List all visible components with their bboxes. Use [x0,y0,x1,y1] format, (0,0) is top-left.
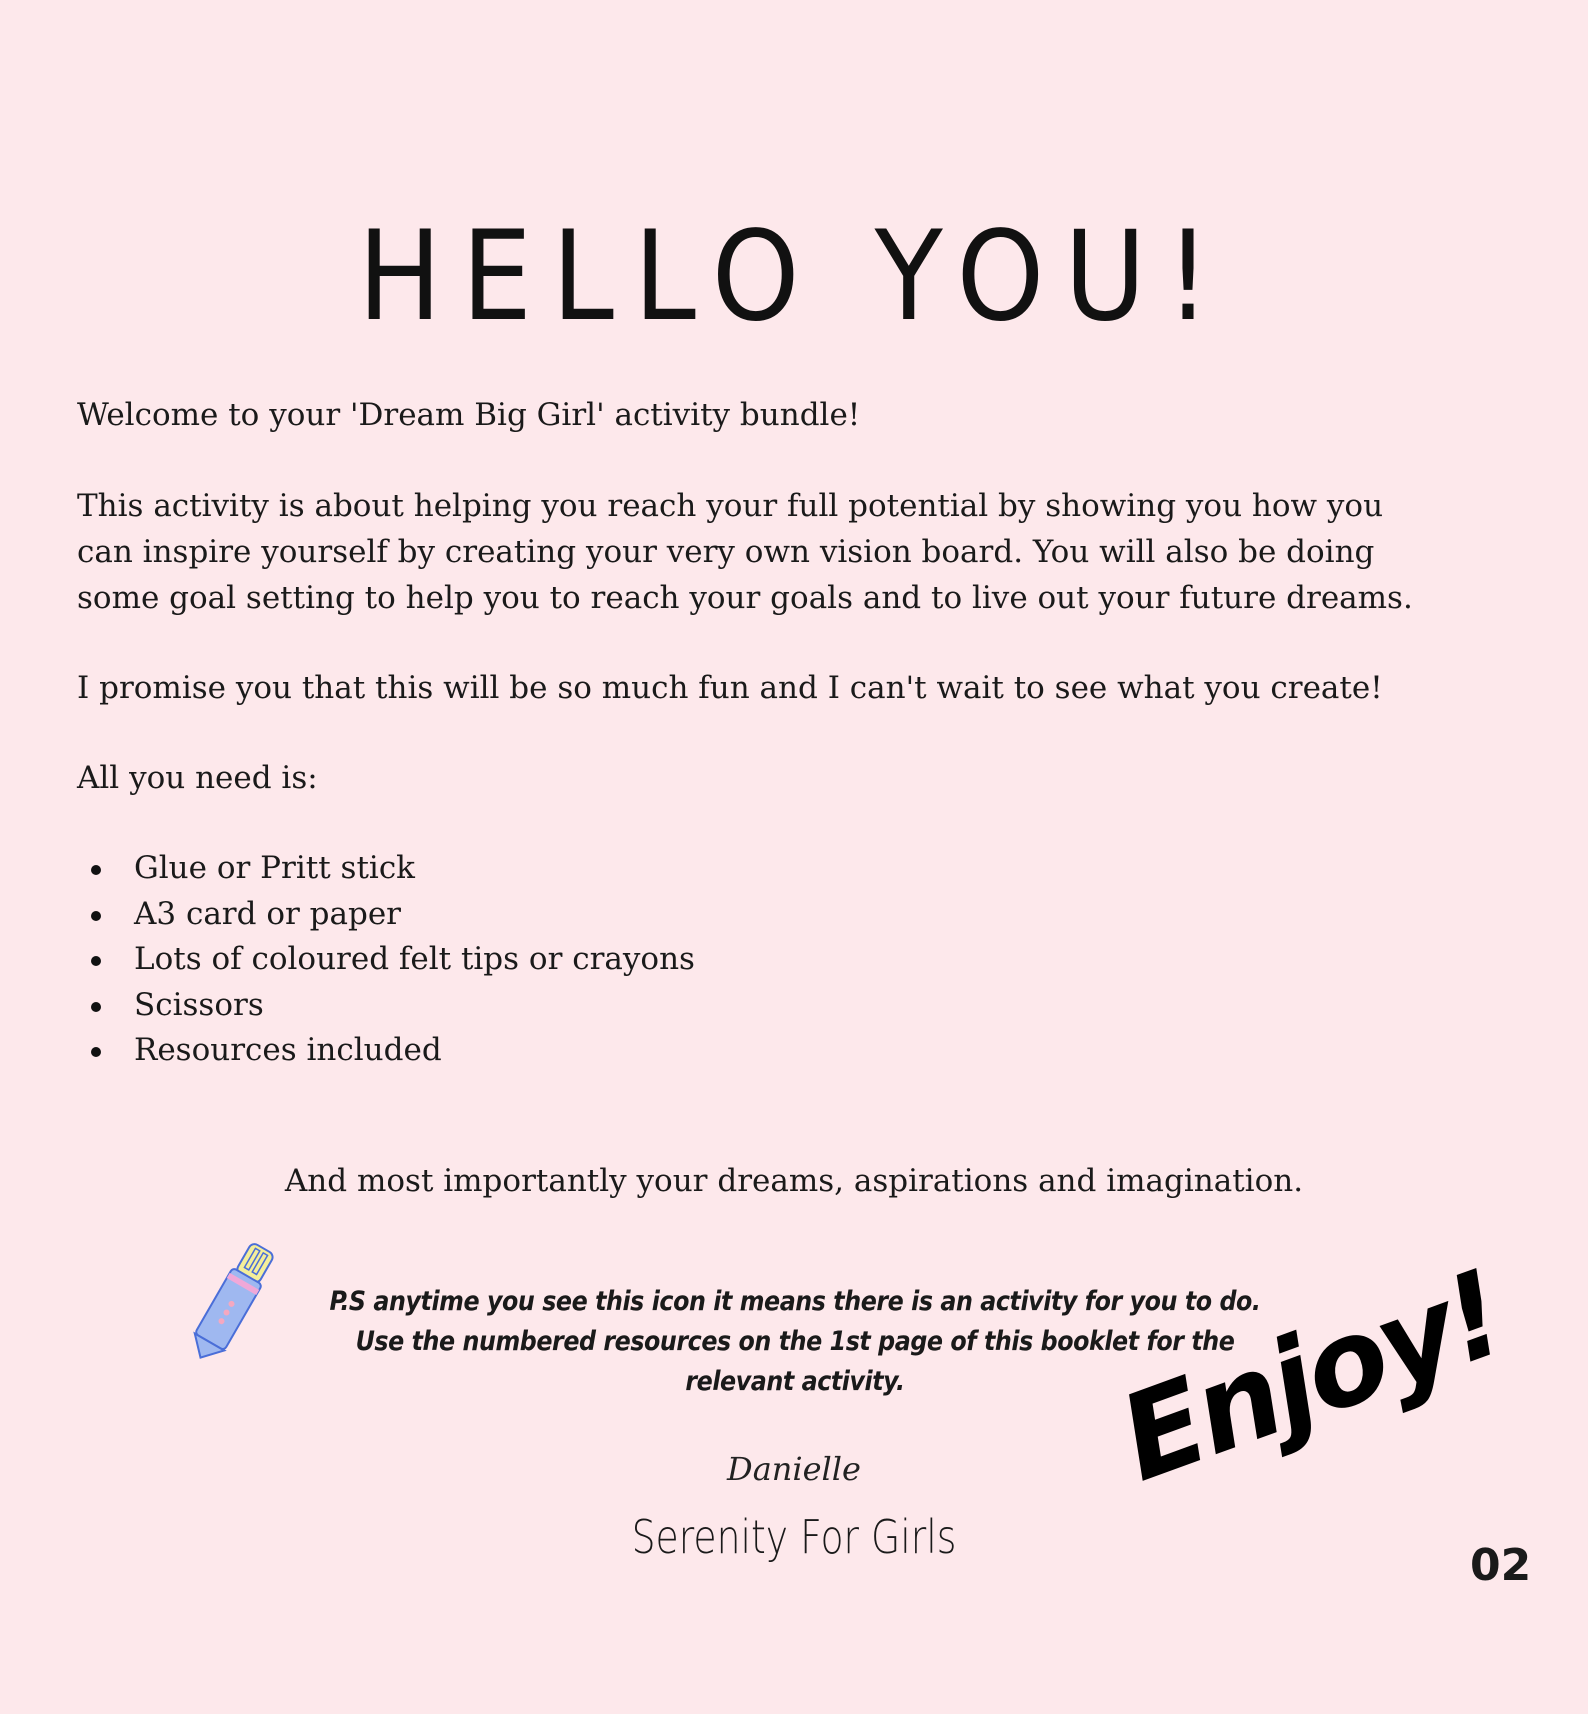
brand-name: Serenity For Girls [631,1510,957,1564]
about-text-line-3: some goal setting to help you to reach your goals and to live out your future dreams. [77,580,1413,616]
welcome-text: Welcome to your 'Dream Big Girl' activity bundle! [77,397,861,433]
signature: Danielle [727,1450,861,1488]
list-item: Resources included [77,1028,695,1074]
ps-line-2: Use the numbered resources on the 1st page of this booklet for the [355,1326,1235,1357]
about-text-line-1: This activity is about helping you reach your full potential by showing you how you [77,488,1384,524]
page-number: 02 [1470,1540,1532,1591]
closing-text: And most importantly your dreams, aspirations and imagination. [284,1163,1304,1199]
ps-line-1: P.S anytime you see this icon it means there is an activity for you to do. [329,1286,1261,1317]
supplies-list [77,846,695,1074]
about-text-line-2: can inspire yourself by creating your very own vision board. You will also be doing [77,534,1375,570]
list-item: Scissors [77,983,695,1029]
need-text: All you need is: [77,760,318,796]
list-item: Glue or Pritt stick [77,846,695,892]
pen-icon [175,1238,290,1372]
list-item: A3 card or paper [77,892,695,938]
page-title: HELLO YOU! [357,205,1231,349]
ps-line-3: relevant activity. [685,1366,905,1397]
list-item: Lots of coloured felt tips or crayons [77,937,695,983]
promise-text: I promise you that this will be so much fun and I can't wait to see what you create! [77,670,1383,706]
enjoy-text: Enjoy! [1102,1243,1520,1508]
